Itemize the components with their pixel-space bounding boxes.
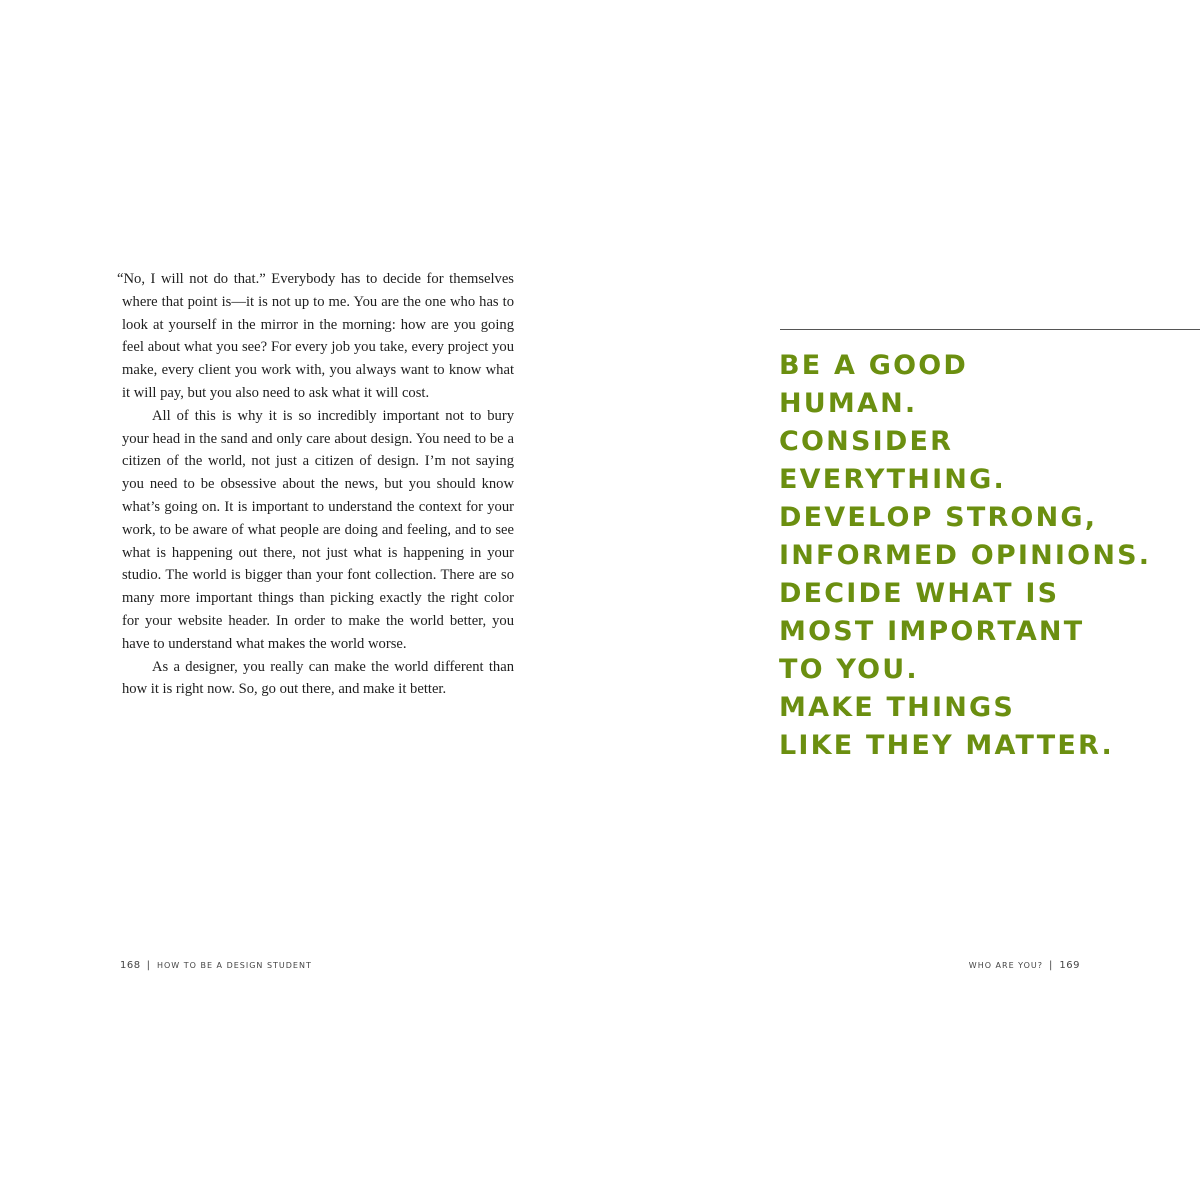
page-number-right: 169 xyxy=(1059,960,1080,971)
page-number-left: 168 xyxy=(120,960,141,971)
paragraph-1: “No, I will not do that.” Everybody has to decide for themselves where that point is—it is not up to me. You are the one who has to look at yourself in the mirror in the morning: how are you going feel about what you see? For every job you take, every project you make, every client you work with, you always want to know what it will pay, but you also need to ask what it will cost. xyxy=(117,271,514,401)
left-page-footer xyxy=(120,960,312,971)
running-head-left: HOW TO BE A DESIGN STUDENT xyxy=(156,961,312,970)
footer-separator: | xyxy=(146,960,151,971)
pullquote-line: MOST IMPORTANT xyxy=(779,616,1085,647)
pullquote-line: LIKE THEY MATTER. xyxy=(779,730,1114,761)
paragraph-2: All of this is why it is so incredibly important not to bury your head in the sand and only care about design. You need to be a citizen of the world, not just a citizen of design. I’m not saying you need to be obsessive about the news, but you should know what’s going on. It is important to understand the context for your work, to be aware of what people are doing and feeling, and to see what is happening out there, not just what is happening in your studio. The world is bigger than your font collection. There are so many more important things than picking exactly the right color for your website header. In order to make the world better, you have to understand what makes the world worse. xyxy=(122,407,514,652)
right-page xyxy=(600,0,1200,1200)
pullquote xyxy=(779,347,1179,765)
horizontal-rule xyxy=(780,329,1200,330)
pullquote-line: BE A GOOD xyxy=(779,350,968,381)
pullquote-line: DEVELOP STRONG, xyxy=(779,502,1098,533)
pullquote-line: TO YOU. xyxy=(779,654,919,685)
pullquote-line: HUMAN. xyxy=(779,388,918,419)
pullquote-line: EVERYTHING. xyxy=(779,464,1006,495)
paragraph-3: As a designer, you really can make the world different than how it is right now. So, go out there, and make it better. xyxy=(122,658,514,698)
pullquote-line: MAKE THINGS xyxy=(779,692,1015,723)
footer-separator: | xyxy=(1049,960,1054,971)
pullquote-line: CONSIDER xyxy=(779,426,954,457)
right-page-footer xyxy=(969,960,1080,971)
pullquote-line: INFORMED OPINIONS. xyxy=(779,540,1152,571)
pullquote-line: DECIDE WHAT IS xyxy=(779,578,1060,609)
body-text xyxy=(117,268,514,701)
running-head-right: WHO ARE YOU? xyxy=(968,961,1044,970)
